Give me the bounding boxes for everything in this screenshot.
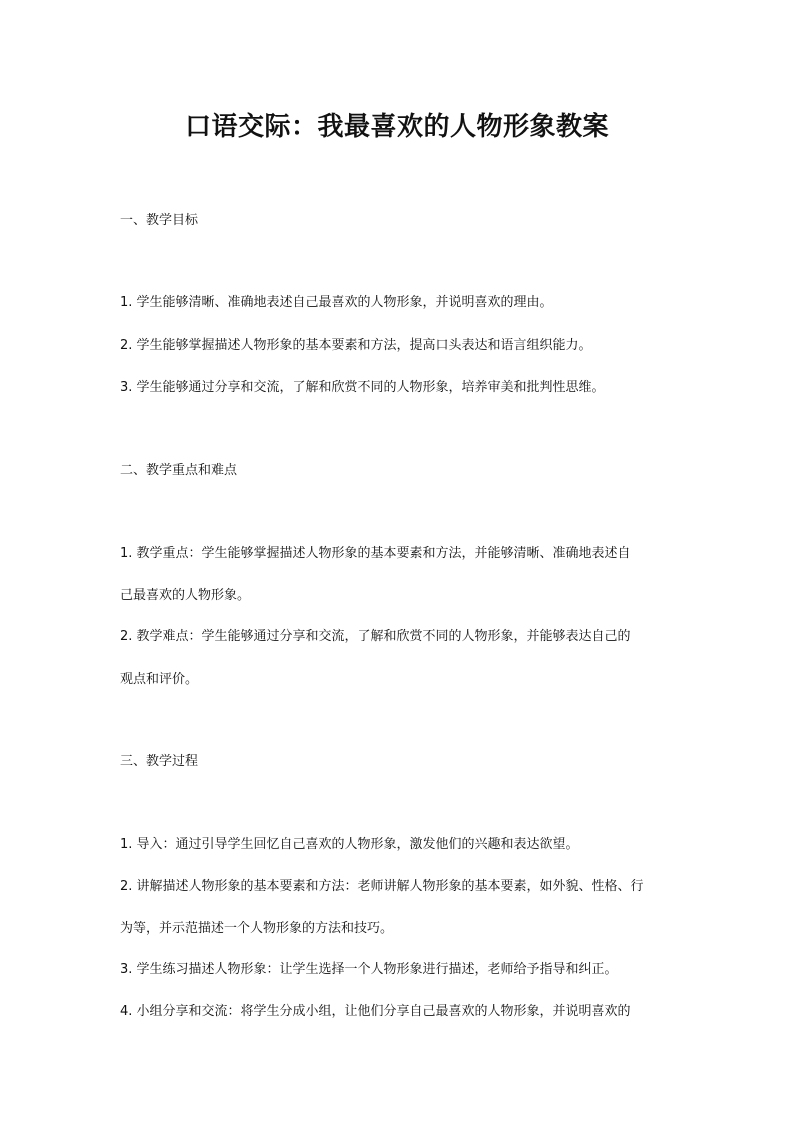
focus-line: 观点和评价。 — [120, 672, 199, 687]
process-line: 4. 小组分享和交流：将学生分成小组，让他们分享自己最喜欢的人物形象，并说明喜欢的 — [120, 1004, 631, 1019]
objective-line: 3. 学生能够通过分享和交流，了解和欣赏不同的人物形象，培养审美和批判性思维。 — [120, 380, 605, 395]
objective-line: 2. 学生能够掌握描述人物形象的基本要素和方法，提高口头表达和语言组织能力。 — [120, 338, 592, 353]
process-line: 3. 学生练习描述人物形象：让学生选择一个人物形象进行描述，老师给予指导和纠正。 — [120, 962, 618, 977]
section-heading-process: 三、教学过程 — [120, 754, 199, 769]
section-heading-objectives: 一、教学目标 — [120, 213, 199, 228]
page-title: 口语交际：我最喜欢的人物形象教案 — [184, 112, 609, 142]
process-line: 2. 讲解描述人物形象的基本要素和方法：老师讲解人物形象的基本要素，如外貌、性格、行 — [120, 879, 644, 894]
objective-line: 1. 学生能够清晰、准确地表述自己最喜欢的人物形象，并说明喜欢的理由。 — [120, 295, 553, 310]
focus-line: 2. 教学难点：学生能够通过分享和交流，了解和欣赏不同的人物形象，并能够表达自己的 — [120, 629, 631, 644]
section-heading-focus: 二、教学重点和难点 — [120, 463, 238, 478]
process-line: 为等，并示范描述一个人物形象的方法和技巧。 — [120, 921, 394, 936]
focus-line: 己最喜欢的人物形象。 — [120, 588, 251, 603]
process-line: 1. 导入：通过引导学生回忆自己喜欢的人物形象，激发他们的兴趣和表达欲望。 — [120, 837, 579, 852]
focus-line: 1. 教学重点：学生能够掌握描述人物形象的基本要素和方法，并能够清晰、准确地表述自 — [120, 546, 631, 561]
